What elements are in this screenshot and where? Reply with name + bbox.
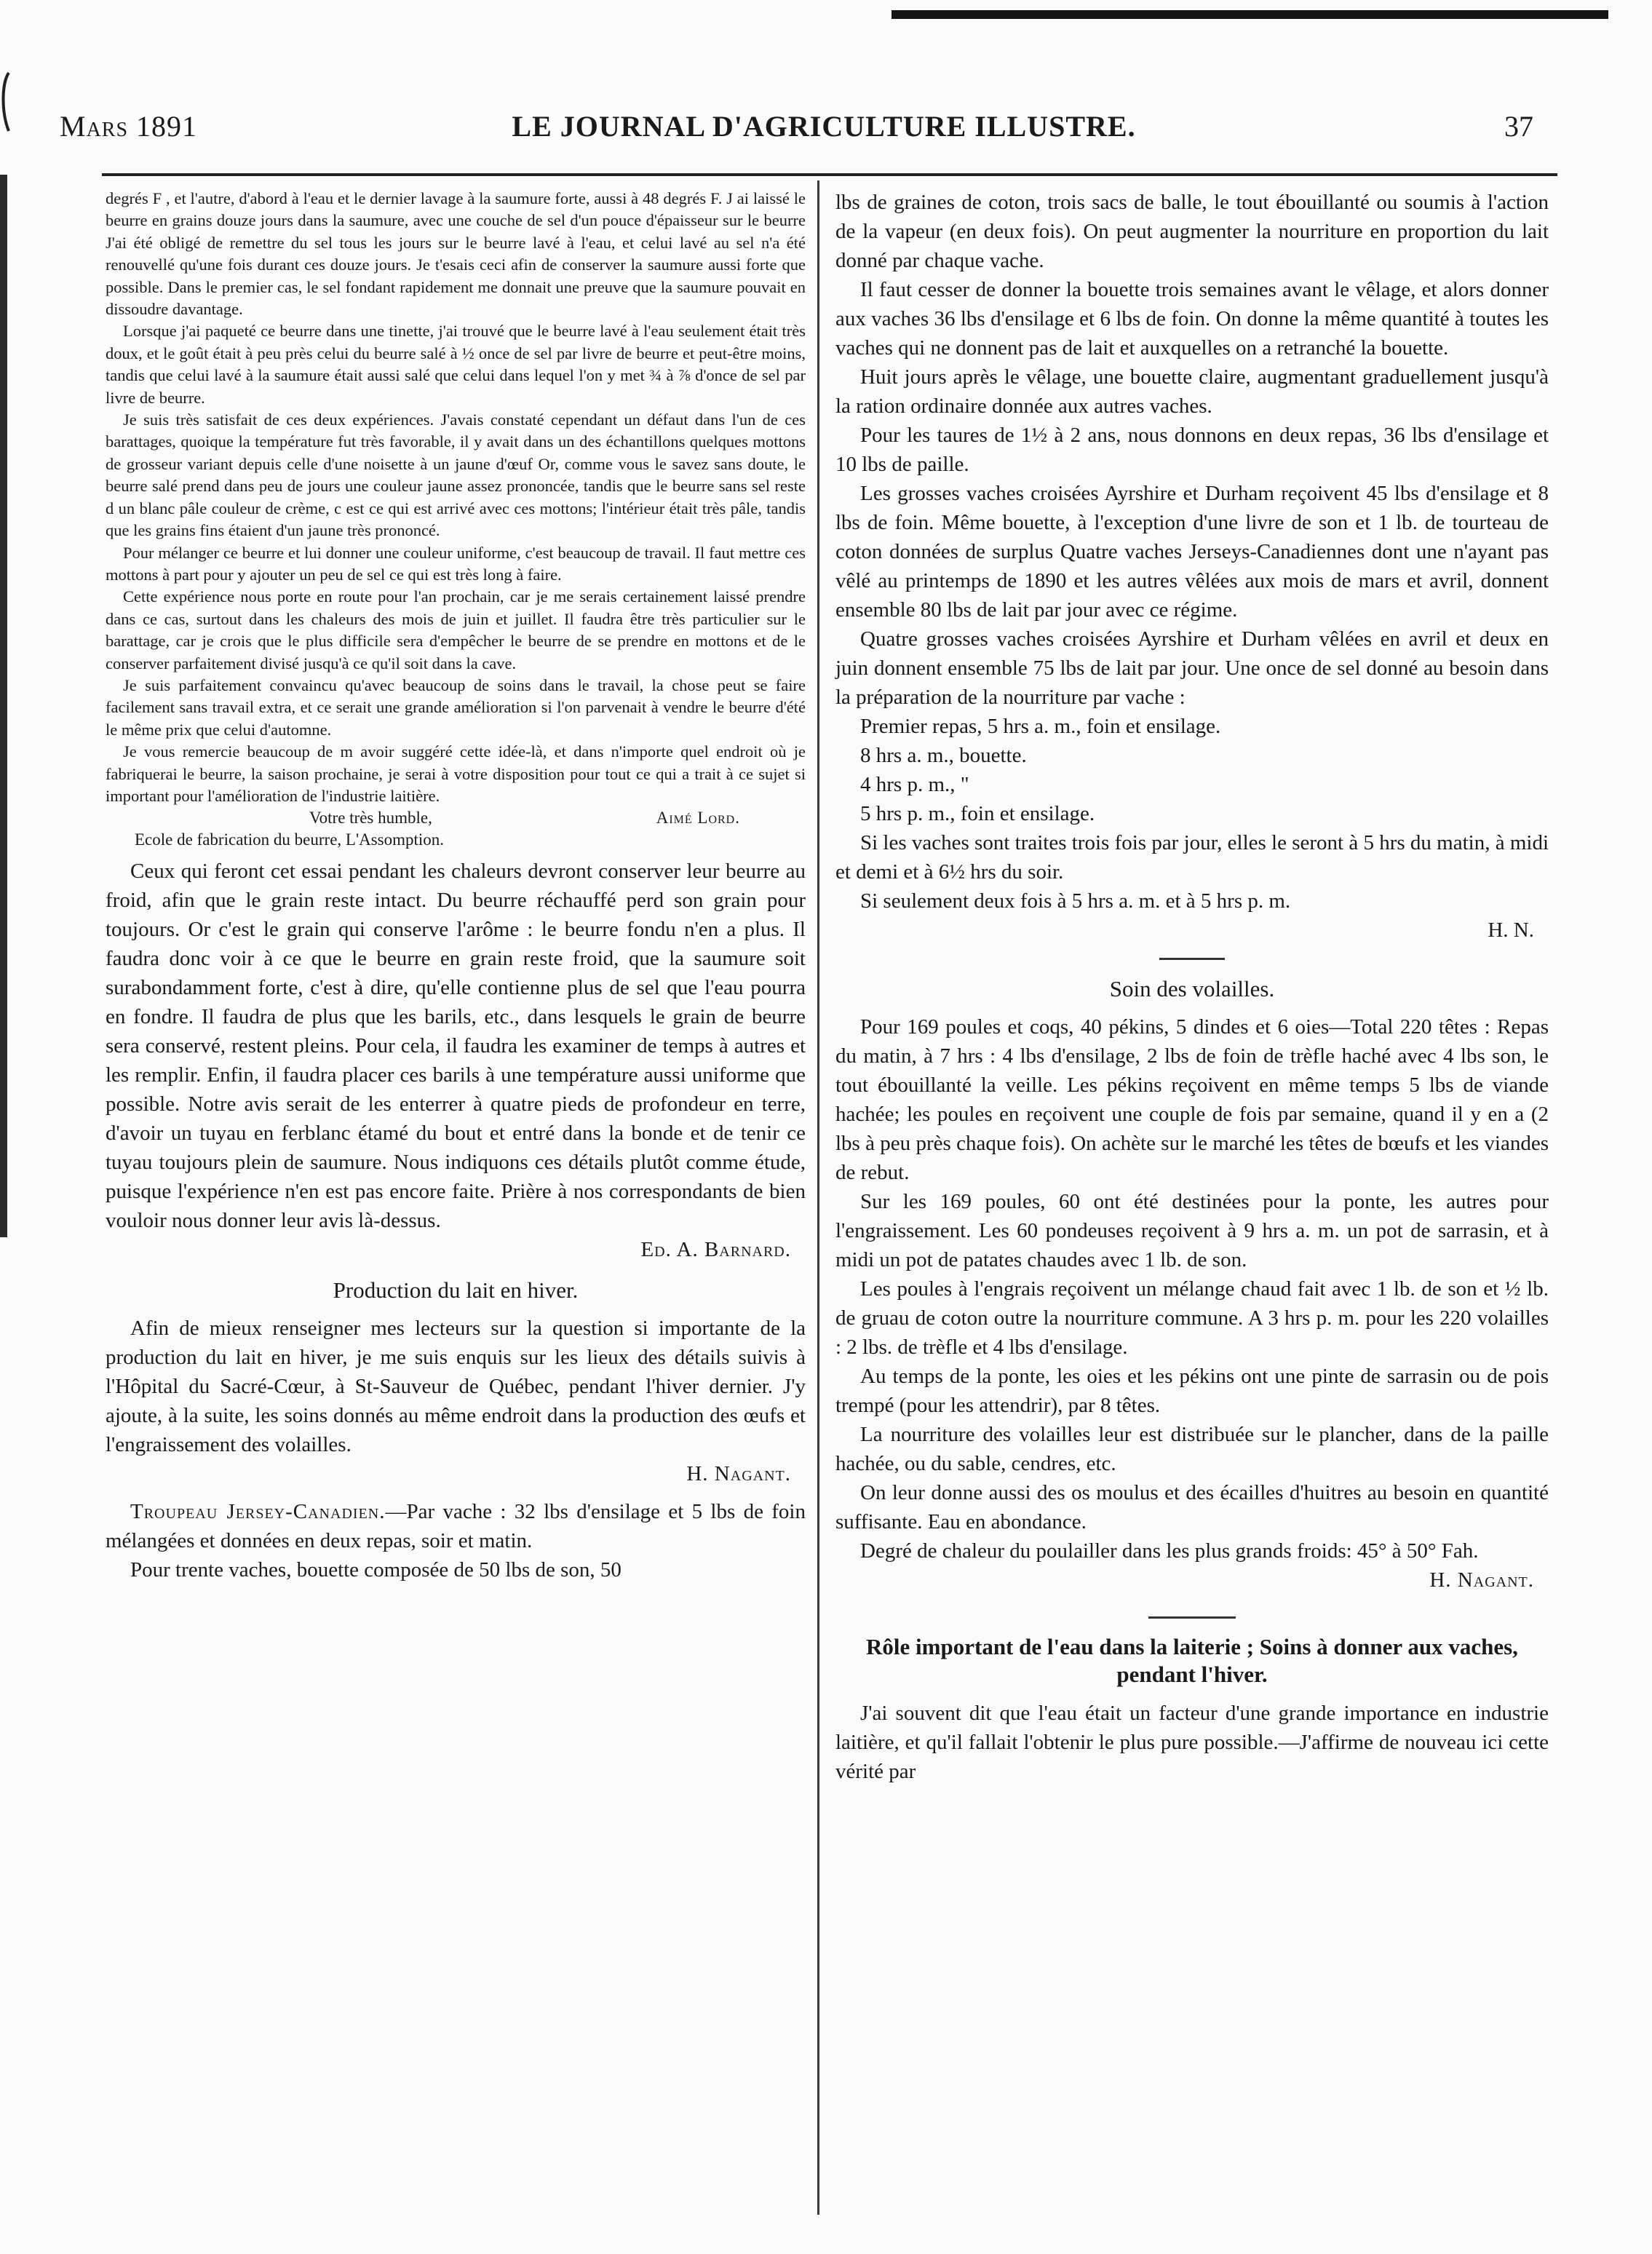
milking-paragraph: Si les vaches sont traites trois fois par jour, elles le seront à 5 hrs du matin, à midi et demi et à 6½ hrs du soir. <box>835 831 1549 884</box>
troupeau-label: Troupeau Jersey-Canadien. <box>130 1500 386 1524</box>
ration-paragraph: Les grosses vaches croisées Ayrshire et Durham reçoivent 45 lbs d'ensilage et 8 lbs de foin. Même bouette, à l'exception d'une livre de son et 1 lb. de tourteau de coton données de surplus Quatre vaches Jerseys-Canadiennes dont une n'ayant pas vêlé au printemps de 1890 et les autres vêlées aux mois de mars et avril, donnent ensemble 80 lbs de lait par jour avec ce régime. <box>835 482 1549 622</box>
page-number: 37 <box>1504 110 1533 143</box>
journal-title: LE JOURNAL D'AGRICULTURE ILLUSTRE. <box>512 110 1136 143</box>
ration-paragraph: Pour les taures de 1½ à 2 ans, nous donnons en deux repas, 36 lbs d'ensilage et 10 lbs de paille. <box>835 424 1549 476</box>
ration-block <box>835 188 1549 945</box>
right-column <box>835 188 1549 1786</box>
volailles-paragraph: On leur donne aussi des os moulus et des écailles d'huitres au besoin en quantité suffisante. Eau en abondance. <box>835 1481 1549 1533</box>
schedule-item: Premier repas, 5 hrs a. m., foin et ensilage. <box>860 715 1221 738</box>
ration-paragraph: Il faut cesser de donner la bouette trois semaines avant le vêlage, et alors donner aux vaches 36 lbs d'ensilage et 6 lbs de foin. On donne la même quantité à toutes les vaches qui ne donnent pas de lait et auxquelles on a retranché la bouette. <box>835 278 1549 360</box>
volailles-paragraph: Les poules à l'engrais reçoivent un mélange chaud fait avec 1 lb. de son et ½ lb. de gruau de coton outre la nourriture commune. A 3 hrs p. m. pour les 220 volailles : 2 lbs. de trèfle et 4 lbs d'ensilage. <box>835 1277 1549 1359</box>
header-date: Mars 1891 <box>60 110 198 143</box>
signature-hn: H. N. <box>1488 918 1534 942</box>
troupeau-text: —Par vache : 32 lbs d'ensilage et 5 lbs de foin mélangées et données en deux repas, soir et matin. <box>106 1500 806 1553</box>
editor-comment <box>106 857 806 1264</box>
letter-paragraph: Cette expérience nous porte en route pour l'an prochain, car je me serais certainement laissé prendre dans ce cas, surtout dans les chaleurs des mois de juin et juillet. Il faudra être très particulier sur le barattage, car je crois que le plus difficile sera d'empêcher le beurre de se prendre en mottons et de le conserver parfaitement divisé jusqu'à ce qu'il soit dans la cave. <box>106 587 806 672</box>
volailles-paragraph: Pour 169 poules et coqs, 40 pékins, 5 dindes et 6 oies—Total 220 têtes : Repas du matin, à 7 hrs : 4 lbs d'ensilage, 2 lbs de foin de trèfle haché avec 4 lbs son, le tout ébouillanté la veille. Les pékins reçoivent en même temps 5 lbs de viande hachée; les poules en reçoivent une couple de fois par semaine, quand il y en a (2 lbs à peu près chaque fois). On achète sur le marché les têtes de bœufs et les viandes de rebut. <box>835 1015 1549 1184</box>
comment-paragraph: Ceux qui feront cet essai pendant les chaleurs devront conserver leur beurre au froid, afin que le grain reste intact. Du beurre réchauffé perd son grain pour toujours. Or c'est le grain qui conserve l'arôme : le beurre fondu n'en a plus. Il faudra donc voir à ce que le beurre en grain reste froid, que la saumure soit surabondamment forte, c'est à dire, qu'elle contienne plus de sel que l'eau pourra en fondre. Il faudra de plus que les barils, etc., dans lesquels le grain de beurre sera conservé, restent pleins. Pour cela, il faudra les examiner de temps à autres et les remplir. Enfin, il faudra placer ces barils à une température aussi uniforme que possible. Notre avis serait de les enterrer à quatre pieds de profondeur en terre, d'avoir un tuyau en ferblanc étamé du bout et entré dans la bonde et de tenir ce tuyau toujours plein de saumure. Nous indiquons ces détails plutôt comme étude, puisque l'expérience n'en est pas encore faite. Prière à nos correspondants de bien vouloir nous donner leur avis là-dessus. <box>106 860 806 1233</box>
letter-signature: Aimé Lord. <box>656 809 740 828</box>
troupeau-paragraph <box>106 1497 806 1555</box>
letter-paragraph: Je suis parfaitement convaincu qu'avec beaucoup de soins dans le travail, la chose peut se faire facilement sans travail extra, et ce serait une grande amélioration si l'on parvenait à vendre le beurre d'été le même prix que celui d'automne. <box>106 675 806 739</box>
continuation-paragraph: lbs de graines de coton, trois sacs de balle, le tout ébouillanté ou soumis à l'action de la vapeur (en deux fois). On peut augmenter la nourriture en proportion du lait donné par chaque vache. <box>835 191 1549 272</box>
bouette-line: Pour trente vaches, bouette composée de 50 lbs de son, 50 <box>130 1558 622 1582</box>
column-rule <box>817 180 819 2215</box>
schedule-item: 4 hrs p. m., " <box>860 773 969 796</box>
letter-block <box>106 188 806 807</box>
ration-paragraph: Quatre grosses vaches croisées Ayrshire et Durham vêlées en avril et deux en juin donnent ensemble 75 lbs de lait par jour. Une once de sel donné au besoin dans la préparation de la nourriture par vache : <box>835 627 1549 709</box>
volailles-paragraph: Sur les 169 poules, 60 ont été destinées pour la ponte, les autres pour l'engraissement. Les 60 pondeuses reçoivent à 9 hrs a. m. un pot de sarrasin, et à midi un pot de patates chaudes avec 1 lb. de son. <box>835 1190 1549 1271</box>
milking-paragraph: Si seulement deux fois à 5 hrs a. m. et à 5 hrs p. m. <box>860 889 1291 913</box>
section-lait-signature: H. Nagant. <box>686 1462 791 1486</box>
volailles-paragraph: Degré de chaleur du poulailler dans les plus grands froids: 45° à 50° Fah. <box>860 1539 1479 1563</box>
section-heading-eau: Rôle important de l'eau dans la laiterie ; Soins à donner aux vaches, pendant l'hiver. <box>866 1634 1518 1687</box>
letter-paragraph: Lorsque j'ai paqueté ce beurre dans une tinette, j'ai trouvé que le beurre lavé à l'eau seulement était très doux, et le goût était à peu près celui du beurre salé à ½ once de sel par livre de beurre et peut-être moins, tandis que celui lavé à la saumure était aussi salé que celui dans lequel l'on y met ¾ à ⅞ d'once de sel par livre de beurre. <box>106 322 806 407</box>
letter-signature-line <box>106 807 806 829</box>
section-lait-paragraph: Afin de mieux renseigner mes lecteurs sur la question si importante de la production du lait en hiver, je me suis enquis sur les lieux des détails suivis à l'Hôpital du Sacré-Cœur, à St-Sauveur de Québec, pendant l'hiver dernier. J'y ajoute, à la suite, les soins donnés au même endroit dans la production des œufs et l'engraissement des volailles. <box>106 1317 806 1457</box>
ration-paragraph: Huit jours après le vêlage, une bouette claire, augmentant graduellement jusqu'à la ration ordinaire donnée aux autres vaches. <box>835 365 1549 418</box>
letter-paragraph: Je vous remercie beaucoup de m avoir suggéré cette idée-là, et dans n'importe quel endroit où je fabriquerai le beurre, la saison prochaine, je serai à votre disposition pour tout ce qui a trait à ce sujet si important pour l'amélioration de l'industrie laitière. <box>106 742 806 805</box>
letter-paragraph: Je suis très satisfait de ces deux expériences. J'avais constaté cependant un défaut dans l'un de ces barattages, quoique la température fut très favorable, il y avait dans un des échantillons quelques mottons de grosseur variant depuis celle d'une noisette à un jaune d'œuf Or, comme vous le savez sans doute, le beurre salé prend dans peu de jours une couleur jaune assez prononcée, tandis que le beurre sans sel reste d un blanc pâle couleur de crème, c est ce qui est arrivé avec ces mottons; l'intérieur était très pâle, tandis que les grains fins étaient d'un jaune très prononcé. <box>106 410 806 540</box>
eau-paragraph: J'ai souvent dit que l'eau était un facteur d'une grande importance en industrie laitière, et qu'il fallait l'obtenir le plus pure possible.—J'affirme de nouveau ici cette vérité par <box>835 1702 1549 1783</box>
top-rule <box>891 10 1608 19</box>
volailles-body <box>835 1012 1549 1595</box>
left-margin-bar <box>0 175 7 1237</box>
eau-body <box>835 1699 1549 1786</box>
schedule-item: 5 hrs p. m., foin et ensilage. <box>860 802 1095 825</box>
volailles-signature: H. Nagant. <box>1429 1568 1534 1592</box>
separator <box>1159 958 1225 960</box>
letter-paragraph: Pour mélanger ce beurre et lui donner une couleur uniforme, c'est beaucoup de travail. Il faut mettre ces mottons à part pour y ajouter un peu de sel ce qui est très long à faire. <box>106 543 806 584</box>
section-heading-volailles: Soin des volailles. <box>1109 976 1275 1001</box>
section-lait-body <box>106 1314 806 1584</box>
schedule-item: 8 hrs a. m., bouette. <box>860 744 1027 767</box>
volailles-paragraph: La nourriture des volailles leur est distribuée sur le plancher, dans de la paille hachée, ou du sable, cendres, etc. <box>835 1423 1549 1475</box>
letter-paragraph: degrés F , et l'autre, d'abord à l'eau et le dernier lavage à la saumure forte, aussi à 48 degrés F. J ai laissé le beurre en grains douze jours dans la saumure, avec une couche de sel d'un pouce d'épaisseur sur le beurre J'ai été obligé de remettre du sel tous les jours sur le beurre lavé à l'eau, et celui lavé au sel n'a été renouvellé qu'une fois durant ces douze jours. Je t'esais ceci afin de conserver la saumure aussi forte que possible. Dans le premier cas, le sel fondant rapidement me donnait une preuve que la saumure pouvait en dissoudre davantage. <box>106 189 806 319</box>
running-header <box>60 109 1548 153</box>
letter-closing: Votre très humble, <box>309 809 432 828</box>
volailles-paragraph: Au temps de la ponte, les oies et les pékins ont une pinte de sarrasin ou de pois trempé (pour les attendrir), par 8 têtes. <box>835 1365 1549 1417</box>
margin-mark <box>0 69 10 135</box>
separator <box>1148 1616 1236 1619</box>
header-rule <box>102 173 1557 176</box>
left-column <box>106 188 806 1584</box>
comment-signature: Ed. A. Barnard. <box>640 1238 791 1262</box>
letter-school: Ecole de fabrication du beurre, L'Assomption. <box>135 830 445 849</box>
section-heading-lait: Production du lait en hiver. <box>333 1277 579 1303</box>
